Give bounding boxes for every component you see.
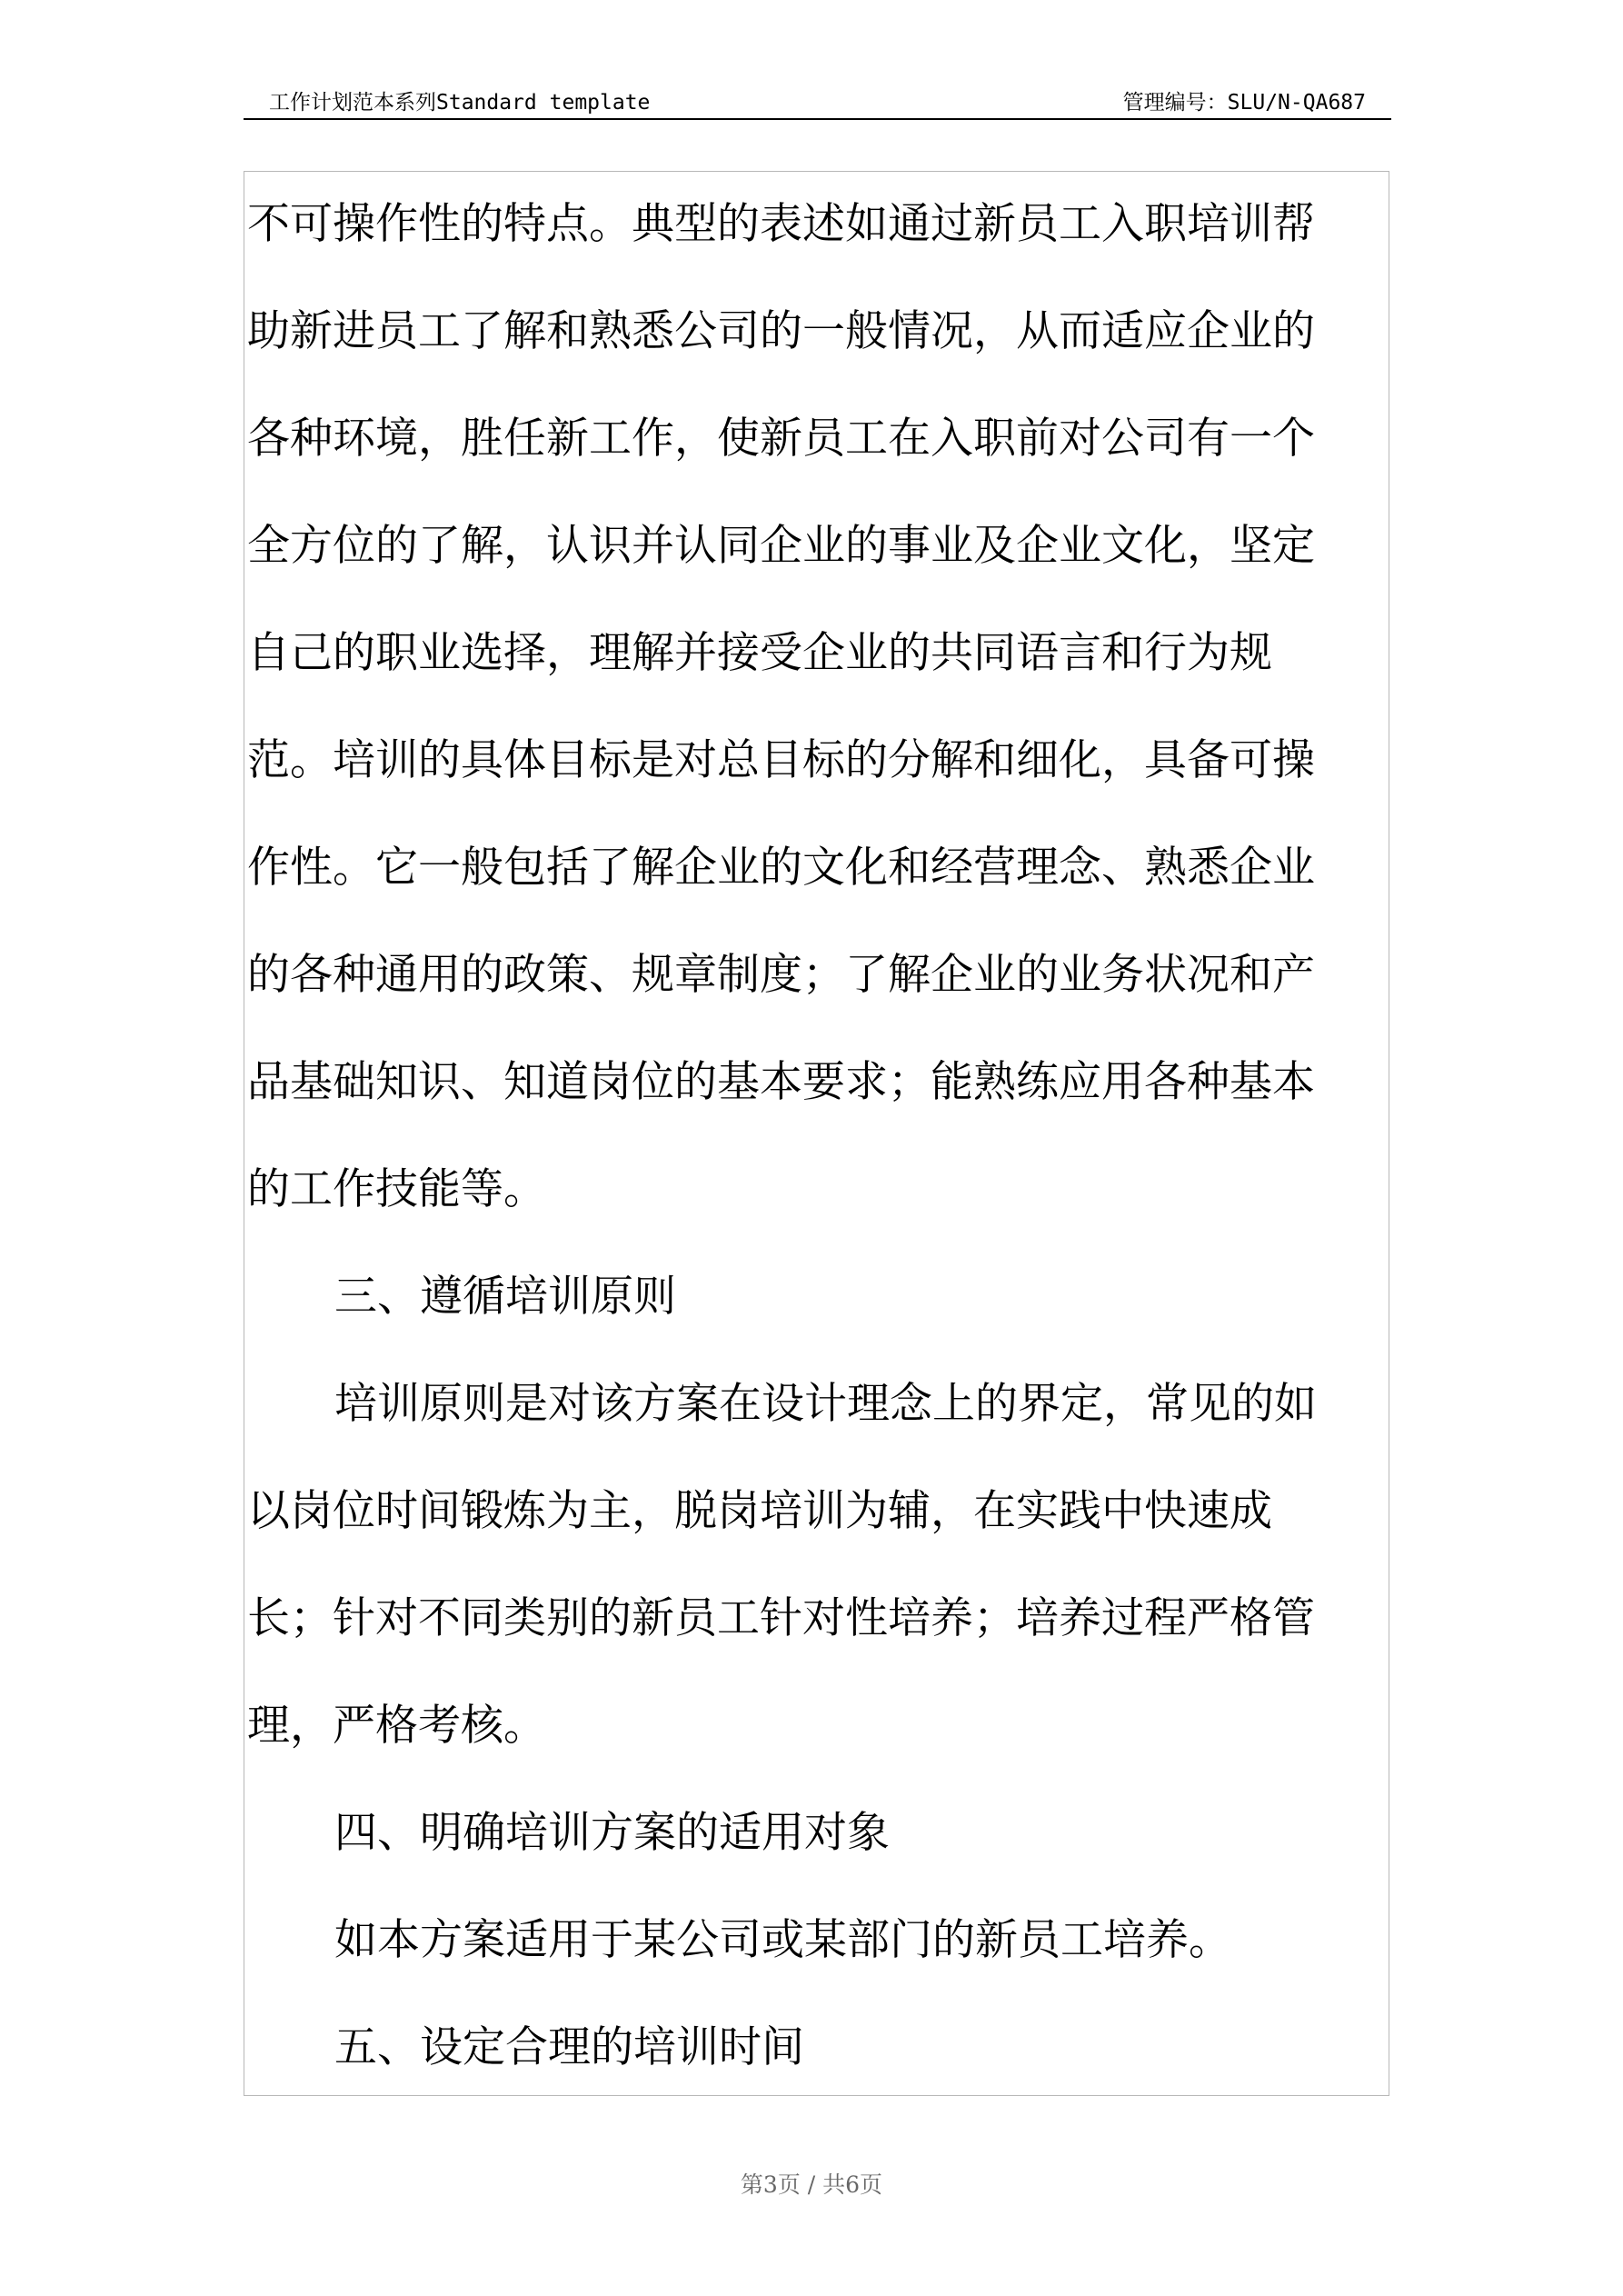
body-line: 各种环境，胜任新工作，使新员工在入职前对公司有一个 xyxy=(247,414,1315,464)
section-heading: 四、明确培训方案的适用对象 xyxy=(334,1808,890,1858)
body-line: 品基础知识、知道岗位的基本要求；能熟练应用各种基本 xyxy=(247,1057,1315,1107)
body-line: 培训原则是对该方案在设计理念上的界定，常见的如 xyxy=(334,1379,1317,1429)
body-line: 助新进员工了解和熟悉公司的一般情况，从而适应企业的 xyxy=(247,306,1315,356)
body-line: 自己的职业选择，理解并接受企业的共同语言和行为规 xyxy=(247,628,1272,678)
body-line: 如本方案适用于某公司或某部门的新员工培养。 xyxy=(334,1915,1231,1965)
body-line: 长；针对不同类别的新员工针对性培养；培养过程严格管 xyxy=(247,1593,1315,1643)
section-heading: 五、设定合理的培训时间 xyxy=(334,2022,804,2072)
body-line: 不可操作性的特点。典型的表述如通过新员工入职培训帮 xyxy=(247,199,1315,249)
body-line: 以岗位时间锻炼为主，脱岗培训为辅，在实践中快速成 xyxy=(247,1486,1272,1536)
header-series-title: 工作计划范本系列Standard template xyxy=(269,91,651,115)
page-number: 第3页 / 共6页 xyxy=(740,2171,883,2198)
body-line: 的工作技能等。 xyxy=(247,1164,546,1214)
body-line: 的各种通用的政策、规章制度；了解企业的业务状况和产 xyxy=(247,950,1315,1000)
header-document-number: 管理编号：SLU/N-QA687 xyxy=(1122,91,1366,115)
page-header xyxy=(244,87,1391,120)
body-line: 全方位的了解，认识并认同企业的事业及企业文化，坚定 xyxy=(247,521,1315,571)
document-body xyxy=(247,171,1347,2101)
body-line: 作性。它一般包括了解企业的文化和经营理念、熟悉企业 xyxy=(247,843,1315,893)
body-line: 范。培训的具体目标是对总目标的分解和细化，具备可操 xyxy=(247,735,1315,785)
section-heading: 三、遵循培训原则 xyxy=(334,1272,676,1322)
body-line: 理，严格考核。 xyxy=(247,1701,546,1751)
